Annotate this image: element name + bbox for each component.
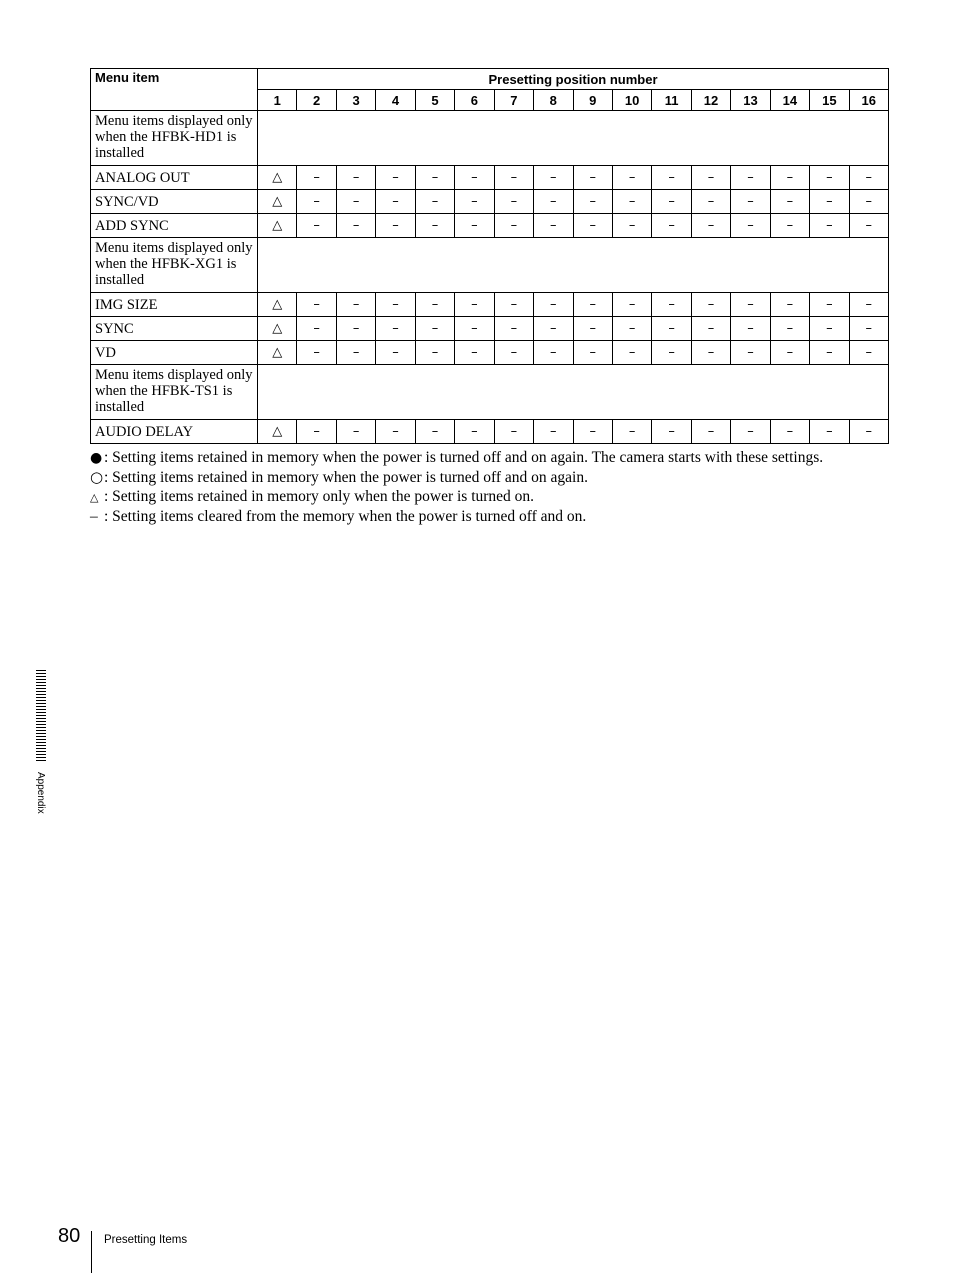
value-cell: – bbox=[770, 166, 809, 190]
value-cell: – bbox=[415, 190, 454, 214]
table-row bbox=[91, 420, 889, 444]
table-row bbox=[91, 317, 889, 341]
value-cell: – bbox=[652, 317, 691, 341]
menu-item-header: Menu item bbox=[91, 69, 258, 111]
value-cell: – bbox=[494, 341, 533, 365]
value-cell: – bbox=[336, 214, 375, 238]
value-cell: – bbox=[612, 214, 651, 238]
value-cell: – bbox=[810, 341, 849, 365]
value-cell: △ bbox=[258, 214, 297, 238]
group-label: Menu items displayed only when the HFBK-XG1 is installed bbox=[91, 238, 258, 293]
value-cell: – bbox=[336, 293, 375, 317]
value-cell: – bbox=[297, 214, 336, 238]
side-tab-label: Appendix bbox=[35, 772, 46, 814]
value-cell: – bbox=[612, 190, 651, 214]
value-cell: – bbox=[534, 317, 573, 341]
menu-item-label: ANALOG OUT bbox=[91, 166, 258, 190]
filled-circle-icon: ● bbox=[90, 450, 103, 466]
value-cell: – bbox=[376, 341, 415, 365]
value-cell: – bbox=[534, 190, 573, 214]
group-row bbox=[91, 365, 889, 420]
value-cell: – bbox=[770, 190, 809, 214]
position-header-cell: 13 bbox=[731, 90, 770, 111]
value-cell: – bbox=[810, 293, 849, 317]
value-cell: – bbox=[494, 190, 533, 214]
value-cell: – bbox=[376, 214, 415, 238]
page-number: 80 bbox=[58, 1225, 81, 1247]
table-row bbox=[91, 166, 889, 190]
menu-item-label: SYNC bbox=[91, 317, 258, 341]
value-cell: – bbox=[691, 190, 730, 214]
value-cell: – bbox=[573, 293, 612, 317]
legend-item bbox=[90, 487, 823, 507]
value-cell: – bbox=[297, 420, 336, 444]
value-cell: – bbox=[455, 341, 494, 365]
value-cell: – bbox=[810, 214, 849, 238]
value-cell: – bbox=[336, 317, 375, 341]
section-tab-stripes bbox=[36, 670, 46, 762]
group-label: Menu items displayed only when the HFBK-TS1 is installed bbox=[91, 365, 258, 420]
legend-text: : Setting items retained in memory when the power is turned off and on again. bbox=[104, 469, 588, 486]
position-header-cell: 4 bbox=[376, 90, 415, 111]
value-cell: △ bbox=[258, 420, 297, 444]
value-cell: – bbox=[336, 166, 375, 190]
table-row bbox=[91, 190, 889, 214]
value-cell: – bbox=[612, 166, 651, 190]
value-cell: – bbox=[415, 166, 454, 190]
value-cell: – bbox=[494, 420, 533, 444]
value-cell: – bbox=[849, 420, 888, 444]
menu-item-label: AUDIO DELAY bbox=[91, 420, 258, 444]
value-cell: – bbox=[691, 214, 730, 238]
value-cell: – bbox=[534, 293, 573, 317]
triangle-icon: △ bbox=[90, 491, 99, 504]
value-cell: – bbox=[612, 420, 651, 444]
value-cell: – bbox=[810, 190, 849, 214]
value-cell: – bbox=[376, 190, 415, 214]
table-row bbox=[91, 293, 889, 317]
value-cell: – bbox=[652, 166, 691, 190]
value-cell: – bbox=[336, 341, 375, 365]
legend-text: : Setting items retained in memory only when the power is turned on. bbox=[104, 488, 535, 505]
menu-item-label: SYNC/VD bbox=[91, 190, 258, 214]
value-cell: – bbox=[770, 420, 809, 444]
value-cell: – bbox=[652, 420, 691, 444]
value-cell: – bbox=[573, 190, 612, 214]
value-cell: – bbox=[376, 293, 415, 317]
dash-icon: – bbox=[90, 508, 98, 525]
value-cell: – bbox=[376, 317, 415, 341]
value-cell: – bbox=[415, 214, 454, 238]
table-row bbox=[91, 214, 889, 238]
value-cell: – bbox=[494, 166, 533, 190]
position-header-cell: 7 bbox=[494, 90, 533, 111]
value-cell: – bbox=[810, 420, 849, 444]
position-header-cell: 15 bbox=[810, 90, 849, 111]
position-header-cell: 12 bbox=[691, 90, 730, 111]
value-cell: – bbox=[849, 166, 888, 190]
position-header-cell: 2 bbox=[297, 90, 336, 111]
presetting-position-header: Presetting position number bbox=[258, 69, 889, 90]
value-cell: – bbox=[455, 214, 494, 238]
value-cell: – bbox=[573, 420, 612, 444]
menu-item-label: VD bbox=[91, 341, 258, 365]
value-cell: – bbox=[534, 214, 573, 238]
group-empty-cell bbox=[258, 238, 889, 293]
value-cell: – bbox=[573, 166, 612, 190]
group-row bbox=[91, 238, 889, 293]
value-cell: – bbox=[849, 317, 888, 341]
value-cell: – bbox=[297, 190, 336, 214]
value-cell: – bbox=[652, 293, 691, 317]
value-cell: – bbox=[770, 214, 809, 238]
value-cell: – bbox=[691, 166, 730, 190]
value-cell: – bbox=[297, 166, 336, 190]
value-cell: – bbox=[494, 293, 533, 317]
menu-item-label: IMG SIZE bbox=[91, 293, 258, 317]
position-header-cell: 14 bbox=[770, 90, 809, 111]
value-cell: – bbox=[455, 317, 494, 341]
value-cell: – bbox=[770, 293, 809, 317]
legend-text: : Setting items cleared from the memory when the power is turned off and on. bbox=[104, 508, 587, 525]
position-header-cell: 8 bbox=[534, 90, 573, 111]
value-cell: – bbox=[376, 166, 415, 190]
legend bbox=[90, 448, 823, 526]
value-cell: – bbox=[770, 341, 809, 365]
legend-text: : Setting items retained in memory when the power is turned off and on again. The camera starts with these settings. bbox=[104, 449, 824, 466]
value-cell: – bbox=[770, 317, 809, 341]
value-cell: – bbox=[376, 420, 415, 444]
value-cell: – bbox=[297, 293, 336, 317]
position-header-cell: 1 bbox=[258, 90, 297, 111]
value-cell: △ bbox=[258, 317, 297, 341]
value-cell: – bbox=[849, 190, 888, 214]
value-cell: – bbox=[691, 317, 730, 341]
value-cell: – bbox=[297, 317, 336, 341]
value-cell: – bbox=[297, 341, 336, 365]
value-cell: – bbox=[731, 293, 770, 317]
position-header-cell: 9 bbox=[573, 90, 612, 111]
position-header-cell: 16 bbox=[849, 90, 888, 111]
value-cell: – bbox=[849, 341, 888, 365]
value-cell: – bbox=[731, 214, 770, 238]
value-cell: – bbox=[731, 166, 770, 190]
value-cell: – bbox=[810, 166, 849, 190]
presetting-table bbox=[90, 68, 889, 444]
value-cell: – bbox=[731, 317, 770, 341]
value-cell: – bbox=[336, 190, 375, 214]
position-header-cell: 5 bbox=[415, 90, 454, 111]
value-cell: – bbox=[731, 420, 770, 444]
value-cell: – bbox=[612, 293, 651, 317]
value-cell: – bbox=[494, 317, 533, 341]
position-header-cell: 6 bbox=[455, 90, 494, 111]
value-cell: – bbox=[612, 317, 651, 341]
value-cell: – bbox=[612, 341, 651, 365]
legend-item bbox=[90, 507, 823, 526]
footer-divider bbox=[91, 1231, 92, 1273]
position-header-cell: 3 bbox=[336, 90, 375, 111]
footer-section-title: Presetting Items bbox=[104, 1234, 188, 1246]
group-empty-cell bbox=[258, 111, 889, 166]
value-cell: – bbox=[731, 190, 770, 214]
value-cell: – bbox=[691, 341, 730, 365]
value-cell: – bbox=[849, 214, 888, 238]
value-cell: – bbox=[810, 317, 849, 341]
open-circle-icon: ○ bbox=[90, 468, 104, 486]
value-cell: – bbox=[415, 341, 454, 365]
value-cell: – bbox=[534, 420, 573, 444]
value-cell: – bbox=[455, 190, 494, 214]
value-cell: – bbox=[573, 317, 612, 341]
value-cell: – bbox=[691, 420, 730, 444]
position-header-cell: 10 bbox=[612, 90, 651, 111]
value-cell: – bbox=[849, 293, 888, 317]
value-cell: – bbox=[731, 341, 770, 365]
position-header-cell: 11 bbox=[652, 90, 691, 111]
value-cell: – bbox=[455, 293, 494, 317]
value-cell: – bbox=[415, 420, 454, 444]
value-cell: – bbox=[534, 341, 573, 365]
legend-item bbox=[90, 468, 823, 487]
value-cell: – bbox=[652, 214, 691, 238]
value-cell: – bbox=[336, 420, 375, 444]
group-empty-cell bbox=[258, 365, 889, 420]
value-cell: – bbox=[652, 190, 691, 214]
group-label: Menu items displayed only when the HFBK-HD1 is installed bbox=[91, 111, 258, 166]
legend-item bbox=[90, 448, 823, 468]
value-cell: – bbox=[455, 420, 494, 444]
value-cell: △ bbox=[258, 293, 297, 317]
value-cell: – bbox=[494, 214, 533, 238]
value-cell: △ bbox=[258, 341, 297, 365]
value-cell: – bbox=[534, 166, 573, 190]
group-row bbox=[91, 111, 889, 166]
value-cell: △ bbox=[258, 190, 297, 214]
value-cell: – bbox=[652, 341, 691, 365]
menu-item-label: ADD SYNC bbox=[91, 214, 258, 238]
value-cell: – bbox=[573, 341, 612, 365]
table-row bbox=[91, 341, 889, 365]
value-cell: – bbox=[415, 293, 454, 317]
value-cell: – bbox=[573, 214, 612, 238]
value-cell: – bbox=[691, 293, 730, 317]
value-cell: – bbox=[415, 317, 454, 341]
value-cell: – bbox=[455, 166, 494, 190]
value-cell: △ bbox=[258, 166, 297, 190]
